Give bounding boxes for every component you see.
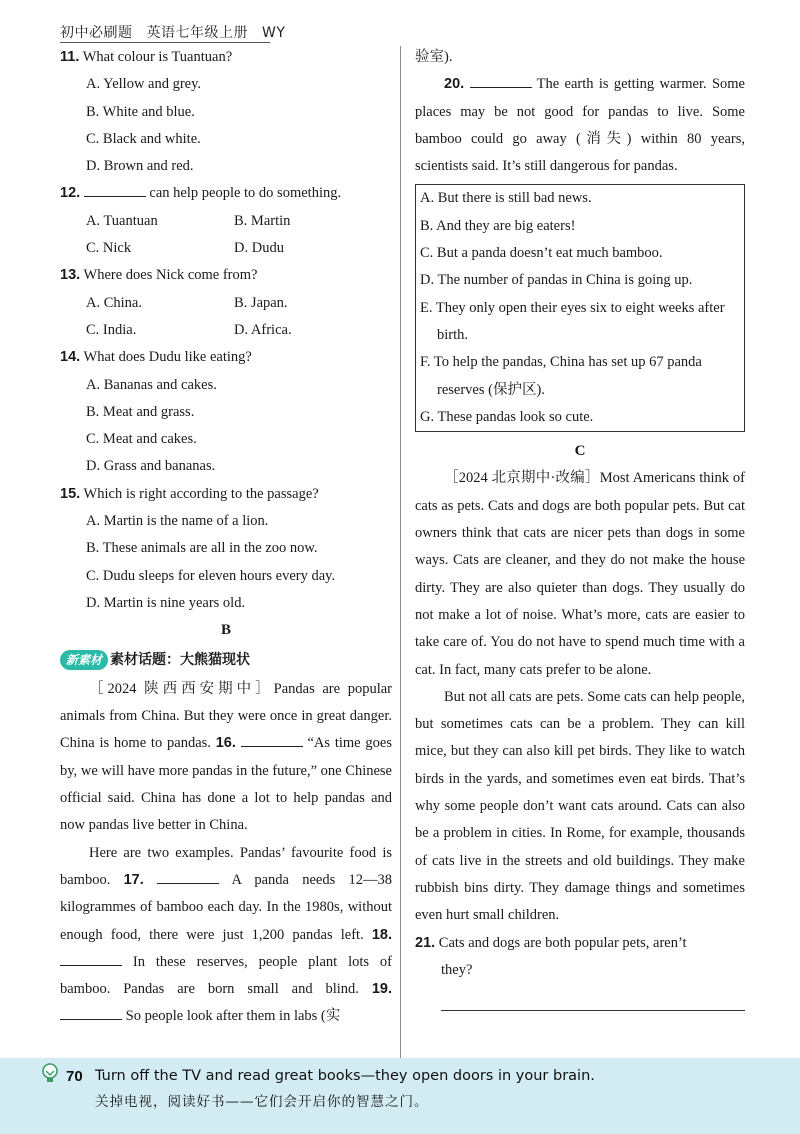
option: B. These animals are all in the zoo now. (86, 540, 318, 557)
passage-b-paragraph-3: 20. The earth is getting warmer. Some places may be not good for pandas to live. Some bamboo could go away (消失) within 80 years, scientists said. It’s still dangerous for pandas. (415, 71, 745, 180)
page-footer (0, 1058, 800, 1134)
new-material-badge: 新素材 (60, 650, 108, 670)
option: A. China. (86, 294, 142, 311)
option: C. Nick (86, 240, 132, 257)
option: A. But there is still bad news. (420, 190, 592, 207)
option: C. But a panda doesn’t eat much bamboo. (420, 245, 663, 262)
book-title: 英语七年级上册 (146, 25, 248, 41)
right-column (415, 44, 745, 1011)
answer-blank (470, 72, 532, 88)
option: B. Martin (234, 212, 291, 229)
option: D. Africa. (234, 321, 292, 338)
topic-label: 新素材 素材话题：大熊猫现状 (60, 647, 392, 674)
answer-blank (84, 181, 146, 197)
left-column (60, 44, 392, 1031)
footer-motto-chinese: 关掉电视，阅读好书——它们会开启你的智慧之门。 (95, 1094, 429, 1110)
edition-tag: WY (262, 25, 286, 41)
option: E. They only open their eyes six to eight weeks after (420, 299, 725, 316)
option-continuation: reserves (保护区). (437, 381, 545, 398)
section-heading-b: B (220, 622, 231, 639)
options-box (415, 184, 745, 432)
passage-b-continuation: 验室). (415, 49, 453, 65)
option: B. Japan. (234, 294, 288, 311)
passage-c-paragraph-1: ［2024 北京期中·改编］Most Americans think of cats as pets. Cats and dogs are both popular pets. But cat owners think that cats are nicer pets than dogs in some ways. Cats are cleaner, and they do not make the house dirty. They are also quieter than dogs. They usually do not make a lot of noise. What’s more, cats are easier to take care of. You do not have to spend much time with a cat. In fact, many cats prefer to be alone. (415, 470, 745, 678)
option-row (86, 290, 392, 317)
answer-blank (60, 950, 122, 966)
question-11: 11. What colour is Tuantuan? (60, 49, 233, 65)
option-row (86, 208, 392, 235)
question-15: 15. Which is right according to the passage? (60, 485, 319, 502)
option: C. Black and white. (86, 130, 201, 147)
page-number: 70 (66, 1068, 83, 1085)
option: D. The number of pandas in China is going up. (420, 272, 693, 289)
option: A. Martin is the name of a lion. (86, 513, 269, 530)
option: B. Meat and grass. (86, 403, 195, 420)
passage-b-paragraph-1: ［2024 陕西西安期中］Pandas are popular animals from China. But they were once in great danger. China is home to pandas. 16. “As time goes by, we will have more pandas in the future,” one Chinese official said. China has done a lot to help pandas and now pandas live better in China. (60, 680, 392, 834)
answer-blank (157, 868, 219, 884)
question-21: 21. Cats and dogs are both popular pets, aren’t (415, 934, 687, 951)
option: D. Brown and red. (86, 158, 194, 175)
question-14: 14. What does Dudu like eating? (60, 349, 252, 366)
option: A. Yellow and grey. (86, 76, 202, 93)
passage-c-paragraph-2: But not all cats are pets. Some cats can help people, but sometimes cats can be a problem. They can kill mice, but they can also kill pet birds. They like to watch birds in the yards, and sometimes even eat birds. That’s why some people don’t want cats around. Cats can also be a problem in cities. In Rome, for example, thousands of cats live in the streets and old buildings. They make rubbish bins dirty. They damage things and sometimes even hurt small children. (415, 688, 745, 924)
footer-motto-english: Turn off the TV and read great books—they open doors in your brain. (95, 1068, 595, 1084)
option: A. Tuantuan (86, 212, 158, 229)
passage-b-paragraph-2: Here are two examples. Pandas’ favourite food is bamboo. 17. A panda needs 12—38 kilogrammes of bamboo each day. In the 1980s, without enough food, there were just 1,200 pandas left. 18. In these reserves, people plant lots of bamboo. Pandas are born small and blind. 19. So people look after them in labs (实 (60, 844, 393, 1025)
section-heading-c: C (574, 443, 586, 460)
answer-line (441, 1000, 745, 1011)
running-header (60, 22, 285, 42)
option: B. White and blue. (86, 103, 195, 120)
option: B. And they are big eaters! (420, 217, 576, 234)
option: C. Dudu sleeps for eleven hours every day. (86, 567, 336, 584)
header-rule (60, 42, 270, 43)
option: D. Dudu (234, 240, 284, 257)
option-row (86, 235, 392, 262)
series-name: 初中必刷题 (60, 25, 133, 41)
answer-blank (241, 731, 303, 747)
option: F. To help the pandas, China has set up 67 panda (420, 354, 702, 371)
option: C. India. (86, 321, 137, 338)
option: D. Grass and bananas. (86, 458, 216, 475)
answer-blank (60, 1004, 122, 1020)
option: D. Martin is nine years old. (86, 594, 246, 611)
option-row (86, 317, 392, 344)
option: A. Bananas and cakes. (86, 376, 217, 393)
option-continuation: birth. (437, 326, 469, 343)
question-21-continuation: they? (441, 961, 473, 978)
question-13: 13. Where does Nick come from? (60, 267, 258, 284)
lightbulb-icon (38, 1062, 62, 1086)
column-divider (400, 46, 401, 1058)
question-12: 12. can help people to do something. (60, 180, 392, 207)
option: C. Meat and cakes. (86, 431, 197, 448)
option: G. These pandas look so cute. (420, 408, 594, 425)
